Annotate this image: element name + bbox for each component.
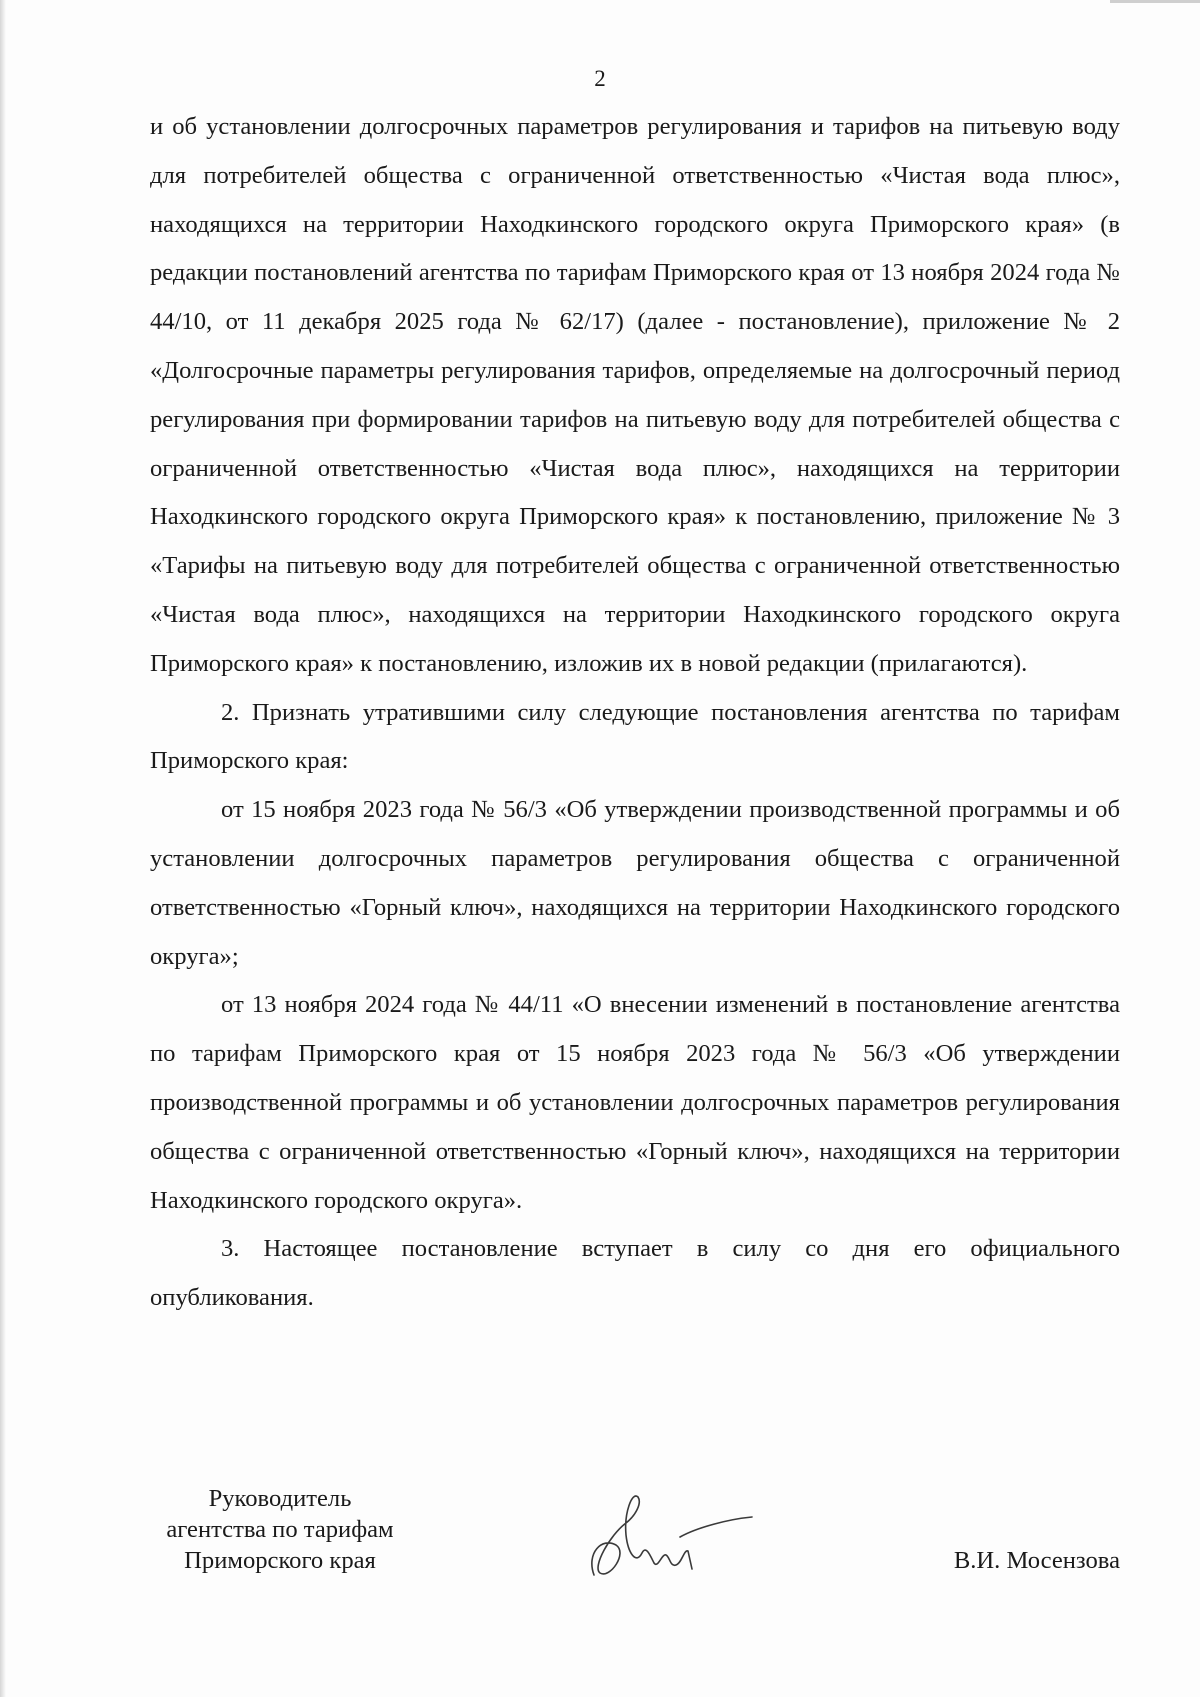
paragraph-item-2: 2. Признать утратившими силу следующие постановления агентства по тарифам Приморского края: bbox=[150, 698, 1120, 775]
page-number: 2 bbox=[594, 66, 606, 91]
paragraph-repeal-1: от 15 ноября 2023 года № 56/3 «Об утверждении производственной программы и об установлении долгосрочных параметров регулирования общества с ограниченной ответственностью «Горный ключ», находящихся на территории Находкинского городского округа»; bbox=[150, 796, 1120, 970]
signatory-name: В.И. Мосензова bbox=[953, 1547, 1120, 1574]
handwritten-signature bbox=[580, 1483, 760, 1593]
signatory-title-line: агентства по тарифам bbox=[166, 1516, 394, 1543]
paragraph-item-3: 3. Настоящее постановление вступает в силу со дня его официального опубликования. bbox=[150, 1235, 1120, 1312]
signatory-title-line: Руководитель bbox=[208, 1485, 352, 1512]
scan-edge-mark bbox=[1110, 0, 1200, 3]
document-body bbox=[150, 103, 1120, 1323]
scan-edge-shadow bbox=[0, 0, 6, 1697]
signatory-title-line: Приморского края bbox=[184, 1547, 376, 1574]
paragraph-repeal-2: от 13 ноября 2024 года № 44/11 «О внесении изменений в постановление агентства по тарифам Приморского края от 15 ноября 2023 года № 56/3 «Об утверждении производственной программы и об установлении долгосрочных параметров регулирования общества с ограниченной ответственностью «Горный ключ», находящихся на территории Находкинского городского округа». bbox=[150, 991, 1120, 1214]
paragraph-continuation: и об установлении долгосрочных параметров регулирования и тарифов на питьевую воду для потребителей общества с ограниченной ответственностью «Чистая вода плюс», находящихся на территории Находкинского городского округа Приморского края» (в редакции постановлений агентства по тарифам Приморского края от 13 ноября 2024 года № 44/10, от 11 декабря 2025 года № 62/17) (далее - постановление), приложение № 2 «Долгосрочные параметры регулирования тарифов, определяемые на долгосрочный период регулирования при формировании тарифов на питьевую воду для потребителей общества с ограниченной ответственностью «Чистая вода плюс», находящихся на территории Находкинского городского округа Приморского края» к постановлению, приложение № 3 «Тарифы на питьевую воду для потребителей общества с ограниченной ответственностью «Чистая вода плюс», находящихся на территории Находкинского городского округа Приморского края» к постановлению, изложив их в новой редакции (прилагаются). bbox=[150, 113, 1120, 677]
signatory-title bbox=[140, 1483, 420, 1576]
signature-block bbox=[140, 1483, 1120, 1613]
